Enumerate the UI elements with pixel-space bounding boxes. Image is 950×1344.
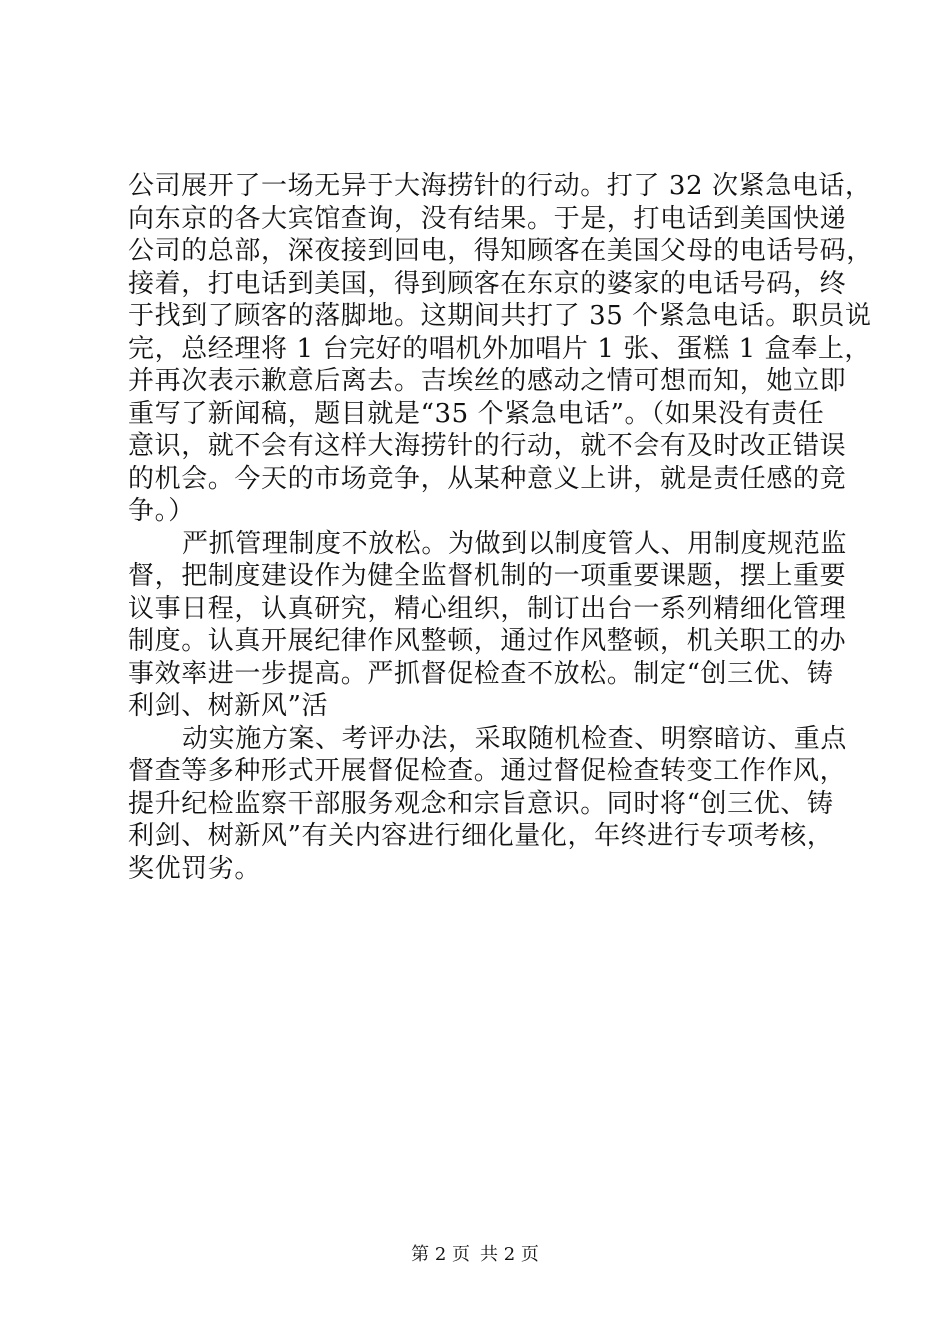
paragraph-3-line-4: 利剑、树新风”有关内容进行细化量化，年终进行专项考核，: [128, 821, 834, 851]
paragraph-1-line-1: 公司展开了一场无异于大海捞针的行动。打了 32 次紧急电话，: [128, 171, 872, 201]
paragraph-1-line-6: 完，总经理将 1 台完好的唱机外加唱片 1 张、蛋糕 1 盒奉上，: [128, 333, 872, 364]
paragraph-1-line-11: 争。）: [128, 496, 195, 526]
paragraph-1-line-5: 于找到了顾客的落脚地。这期间共打了 35 个紧急电话。职员说: [128, 301, 872, 331]
paragraph-1-line-4: 接着，打电话到美国，得到顾客在东京的婆家的电话号码，终: [128, 268, 847, 299]
page-total: 共 2 页: [480, 1244, 539, 1265]
paragraph-1-line-7: 并再次表示歉意后离去。吉埃丝的感动之情可想而知，她立即: [128, 366, 847, 396]
page-footer: [0, 1243, 950, 1267]
paragraph-1-line-2: 向东京的各大宾馆查询，没有结果。于是，打电话到美国快递: [128, 203, 847, 234]
document-body: [128, 170, 873, 885]
page-number: 第 2 页: [411, 1244, 470, 1265]
paragraph-1-line-3: 公司的总部，深夜接到回电，得知顾客在美国父母的电话号码，: [128, 236, 873, 266]
paragraph-2-line-2: 督，把制度建设作为健全监督机制的一项重要课题，摆上重要: [128, 561, 847, 591]
paragraph-1-line-9: 意识，就不会有这样大海捞针的行动，就不会有及时改正错误: [128, 431, 847, 461]
paragraph-1-line-10: 的机会。今天的市场竞争，从某种意义上讲，就是责任感的竞: [128, 463, 847, 494]
paragraph-3-line-3: 提升纪检监察干部服务观念和宗旨意识。同时将“创三优、铸: [128, 788, 834, 819]
paragraph-2-line-5: 事效率进一步提高。严抓督促检查不放松。制定“创三优、铸: [128, 658, 834, 689]
paragraph-1-line-8: 重写了新闻稿，题目就是“35 个紧急电话”。（如果没有责任: [128, 398, 825, 429]
paragraph-2-line-3: 议事日程，认真研究，精心组织，制订出台一系列精细化管理: [128, 593, 847, 624]
paragraph-3-line-5: 奖优罚劣。: [128, 853, 262, 884]
paragraph-3-line-2: 督查等多种形式开展督促检查。通过督促检查转变工作作风，: [128, 756, 847, 786]
paragraph-2-line-4: 制度。认真开展纪律作风整顿，通过作风整顿，机关职工的办: [128, 626, 847, 656]
paragraph-2-line-1: 严抓管理制度不放松。为做到以制度管人、用制度规范监: [182, 528, 848, 559]
paragraph-3-line-1: 动实施方案、考评办法，采取随机检查、明察暗访、重点: [182, 723, 848, 754]
paragraph-2-line-6: 利剑、树新风”活: [128, 691, 329, 721]
